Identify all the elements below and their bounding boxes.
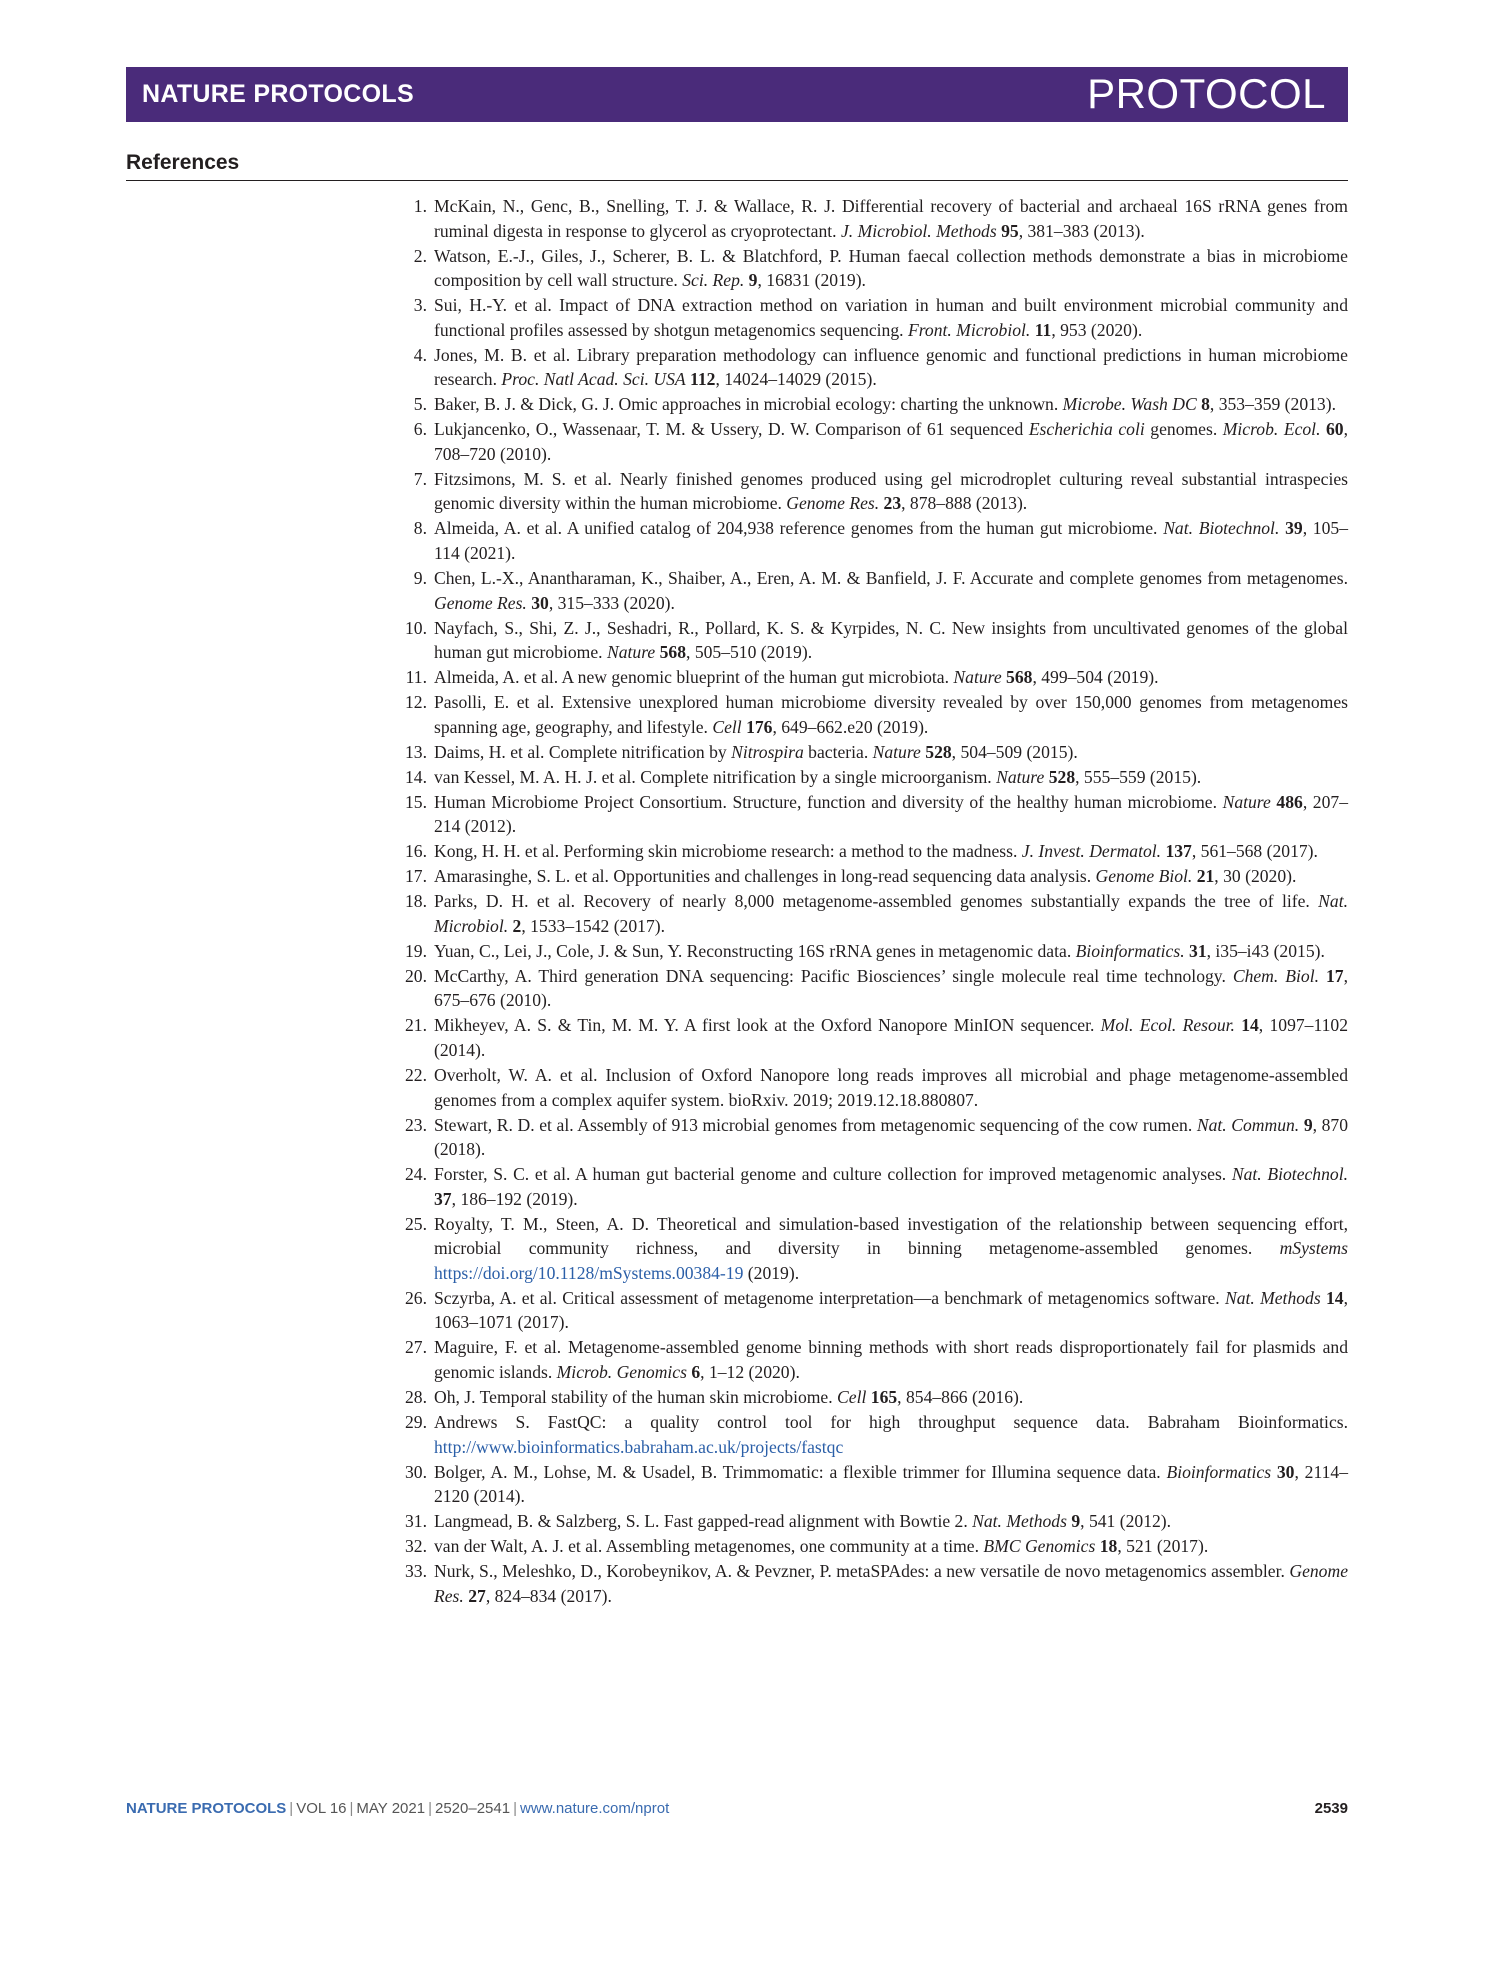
reference-item — [399, 690, 1348, 739]
reference-text — [434, 765, 1348, 790]
reference-volume: 137 — [1165, 841, 1192, 862]
reference-number: 11. — [405, 667, 427, 688]
reference-item — [399, 765, 1348, 790]
reference-volume: 18 — [1099, 1536, 1118, 1557]
reference-text-run: Kong, H. H. et al. Performing skin microbiome research: a method to the madness. — [434, 841, 1022, 862]
reference-text — [434, 293, 1348, 342]
reference-volume: 30 — [1276, 1461, 1295, 1482]
reference-text-run: , 505–510 (2019). — [686, 642, 813, 663]
reference-text-run: Bolger, A. M., Lohse, M. & Usadel, B. Trimmomatic: a flexible trimmer for Illumina sequence data. — [434, 1461, 1167, 1482]
reference-number: 28. — [405, 1387, 427, 1408]
reference-text-run: , 353–359 (2013). — [1209, 394, 1336, 415]
footer-journal: NATURE PROTOCOLS — [126, 1800, 287, 1817]
reference-journal: Nat. Biotechnol. — [1231, 1164, 1348, 1185]
reference-text — [434, 964, 1348, 1013]
reference-volume: 8 — [1201, 394, 1210, 415]
reference-item — [399, 665, 1348, 690]
reference-text — [434, 1509, 1348, 1534]
reference-number: 33. — [405, 1561, 427, 1582]
reference-text-run: Nayfach, S., Shi, Z. J., Seshadri, R., Pollard, K. S. & Kyrpides, N. C. New insights from uncultivated genomes of the global human gut microbiome. — [434, 617, 1348, 663]
reference-volume: 17 — [1326, 965, 1344, 986]
reference-text-run: , 105–114 (2021). — [434, 518, 1348, 564]
reference-journal: Cell — [837, 1387, 867, 1408]
reference-text — [434, 1113, 1348, 1162]
reference-volume: 528 — [1048, 766, 1076, 787]
reference-volume: 486 — [1276, 791, 1303, 812]
reference-item — [399, 1013, 1348, 1062]
reference-journal: Nature — [606, 642, 656, 663]
reference-number: 15. — [405, 791, 427, 812]
reference-number: 29. — [405, 1412, 427, 1433]
reference-item — [399, 566, 1348, 615]
reference-text-run: , 186–192 (2019). — [451, 1188, 578, 1209]
reference-text-run: , 16831 (2019). — [757, 270, 866, 291]
reference-text-run: Andrews S. FastQC: a quality control tool for high throughput sequence data. Babraham Bioinformatics. — [434, 1412, 1348, 1433]
reference-number: 9. — [413, 568, 427, 589]
reference-text — [434, 566, 1348, 615]
reference-volume: 31 — [1189, 940, 1207, 961]
reference-volume: 37 — [434, 1188, 452, 1209]
reference-number: 5. — [413, 394, 427, 415]
reference-text-run: , 541 (2012). — [1080, 1511, 1172, 1532]
reference-item — [399, 740, 1348, 765]
reference-journal: Nat. Commun. — [1196, 1114, 1300, 1135]
reference-text-run: Lukjancenko, O., Wassenaar, T. M. & Ussery, D. W. Comparison of 61 sequenced — [434, 419, 1029, 440]
reference-number: 18. — [405, 891, 427, 912]
reference-item — [399, 194, 1348, 243]
reference-item — [399, 889, 1348, 938]
header-bar — [126, 67, 1348, 122]
reference-text-run: Yuan, C., Lei, J., Cole, J. & Sun, Y. Reconstructing 16S rRNA genes in metagenomic data. — [434, 940, 1076, 961]
reference-volume: 30 — [531, 592, 549, 613]
reference-text-run: , 878–888 (2013). — [901, 493, 1028, 514]
reference-number: 31. — [405, 1511, 427, 1532]
reference-text — [434, 1385, 1348, 1410]
reference-text-run: , 315–333 (2020). — [548, 592, 675, 613]
reference-text-run: , 499–504 (2019). — [1032, 667, 1159, 688]
reference-text — [434, 392, 1348, 417]
reference-volume: 9 — [1303, 1114, 1313, 1135]
reference-number: 24. — [405, 1164, 427, 1185]
reference-journal: Nature — [953, 667, 1002, 688]
reference-volume: 6 — [691, 1362, 701, 1383]
reference-text-run: , 521 (2017). — [1117, 1536, 1209, 1557]
footer-date: MAY 2021 — [356, 1800, 426, 1817]
reference-item — [399, 1162, 1348, 1211]
section-heading: References — [126, 151, 240, 174]
reference-number: 16. — [405, 841, 427, 862]
reference-item — [399, 244, 1348, 293]
reference-text-run: Baker, B. J. & Dick, G. J. Omic approaches in microbial ecology: charting the unknown. — [434, 394, 1063, 415]
reference-text — [434, 417, 1348, 466]
reference-number: 17. — [405, 866, 427, 887]
reference-item — [399, 293, 1348, 342]
reference-text — [434, 839, 1348, 864]
reference-text-run: , 953 (2020). — [1051, 319, 1143, 340]
reference-text — [434, 1559, 1348, 1608]
reference-text — [434, 1063, 1348, 1112]
reference-text-run: , 207–214 (2012). — [434, 791, 1348, 837]
reference-journal: Nat. Microbiol. — [434, 891, 1348, 936]
section-divider — [126, 180, 1348, 181]
reference-journal: Genome Res. — [786, 493, 880, 514]
reference-journal: Escherichia coli — [1028, 419, 1145, 440]
reference-text-run: , 1–12 (2020). — [700, 1362, 800, 1383]
reference-item — [399, 417, 1348, 466]
reference-text-run: , 1063–1071 (2017). — [434, 1287, 1348, 1333]
reference-text — [434, 889, 1348, 938]
reference-text — [434, 665, 1348, 690]
reference-text-run: Amarasinghe, S. L. et al. Opportunities and challenges in long-read sequencing data analysis. — [434, 866, 1096, 887]
reference-journal: J. Microbiol. Methods — [840, 220, 997, 241]
reference-list — [399, 194, 1348, 1609]
reference-text-run: Royalty, T. M., Steen, A. D. Theoretical and simulation-based investigation of the relationship between sequencing effort, microbial community richness, and diversity in binning metagenome-assembled genomes. — [434, 1213, 1348, 1259]
reference-text — [434, 467, 1348, 516]
reference-volume: 9 — [1071, 1511, 1081, 1532]
reference-journal: Nitrospira — [731, 741, 804, 762]
reference-volume: 39 — [1285, 518, 1303, 539]
reference-item — [399, 467, 1348, 516]
reference-text-run: Mikheyev, A. S. & Tin, M. M. Y. A first look at the Oxford Nanopore MinION sequencer. — [434, 1015, 1101, 1036]
reference-text — [434, 516, 1348, 565]
reference-text-run: Human Microbiome Project Consortium. Structure, function and diversity of the healthy human microbiome. — [434, 791, 1223, 812]
reference-journal: Sci. Rep. — [682, 270, 745, 291]
reference-text-run: , 824–834 (2017). — [485, 1585, 612, 1606]
reference-number: 7. — [413, 468, 427, 489]
reference-text — [434, 1162, 1348, 1211]
reference-text-run: , 870 (2018). — [434, 1114, 1349, 1160]
reference-text — [434, 1212, 1348, 1286]
reference-item — [399, 616, 1348, 665]
reference-volume: 165 — [870, 1387, 898, 1408]
reference-journal: Nature — [996, 766, 1045, 787]
reference-journal: BMC Genomics — [983, 1536, 1096, 1557]
reference-text-run: Chen, L.-X., Anantharaman, K., Shaiber, A., Eren, A. M. & Banfield, J. F. Accurate and complete genomes from metagenomes. — [434, 568, 1348, 589]
reference-journal: Nature — [1222, 791, 1271, 812]
reference-journal: Nat. Methods — [972, 1511, 1067, 1532]
reference-number: 19. — [405, 940, 427, 961]
reference-volume: 2 — [512, 915, 522, 936]
reference-item — [399, 1286, 1348, 1335]
reference-volume: 27 — [468, 1585, 486, 1606]
page-footer — [126, 1800, 1348, 1824]
reference-text-run: Watson, E.-J., Giles, J., Scherer, B. L. & Blatchford, P. Human faecal collection methods demonstrate a bias in microbiome composition by cell wall structure. — [434, 245, 1348, 291]
reference-text-run: , 649–662.e20 (2019). — [772, 716, 929, 737]
reference-text-run: , 1097–1102 (2014). — [434, 1015, 1348, 1060]
reference-number: 26. — [405, 1287, 427, 1308]
reference-text-run: Langmead, B. & Salzberg, S. L. Fast gapped-read alignment with Bowtie 2. — [434, 1511, 973, 1532]
reference-number: 12. — [405, 692, 427, 713]
article-type: PROTOCOL — [1087, 70, 1326, 117]
reference-text-run: Sui, H.-Y. et al. Impact of DNA extraction method on variation in human and built environment microbial community and functional profiles assessed by shotgun metagenomics sequencing. — [434, 295, 1348, 340]
reference-journal: Proc. Natl Acad. Sci. USA — [501, 369, 686, 390]
reference-text-run: , 555–559 (2015). — [1075, 766, 1202, 787]
reference-journal: Nat. Methods — [1224, 1287, 1321, 1308]
reference-text-run: Daims, H. et al. Complete nitrification by — [434, 741, 732, 762]
reference-link[interactable]: http://www.bioinformatics.babraham.ac.uk/projects/fastqc — [434, 1436, 844, 1457]
reference-number: 25. — [405, 1213, 427, 1234]
reference-number: 23. — [405, 1114, 427, 1135]
reference-journal: Microbe. Wash DC — [1062, 394, 1197, 415]
reference-journal: Genome Res. — [434, 592, 527, 613]
reference-item — [399, 343, 1348, 392]
reference-number: 27. — [405, 1337, 427, 1358]
reference-text — [434, 1534, 1348, 1559]
reference-text-run: , 708–720 (2010). — [434, 419, 1348, 464]
reference-text-run: Fitzsimons, M. S. et al. Nearly finished genomes produced using gel microdroplet culturing reveal substantial intraspecies genomic diversity within the human microbiome. — [434, 468, 1348, 514]
reference-item — [399, 964, 1348, 1013]
reference-text-run: Almeida, A. et al. A unified catalog of 204,938 reference genomes from the human gut microbiome. — [434, 518, 1164, 539]
footer-url-link[interactable]: www.nature.com/nprot — [520, 1800, 670, 1817]
reference-number: 1. — [413, 196, 427, 216]
reference-volume: 11 — [1034, 319, 1052, 340]
reference-text-run: , 504–509 (2015). — [951, 741, 1078, 762]
reference-item — [399, 1559, 1348, 1608]
reference-text-run: McCarthy, A. Third generation DNA sequencing: Pacific Biosciences’ single molecule real time technology. — [434, 965, 1233, 986]
reference-text — [434, 194, 1348, 243]
reference-number: 10. — [405, 617, 427, 638]
reference-text-run: Oh, J. Temporal stability of the human skin microbiome. — [434, 1387, 838, 1408]
reference-journal: Genome Res. — [434, 1561, 1348, 1606]
reference-volume: 568 — [659, 642, 687, 663]
reference-link[interactable]: https://doi.org/10.1128/mSystems.00384-19 — [434, 1262, 744, 1283]
reference-text-run: Parks, D. H. et al. Recovery of nearly 8,000 metagenome-assembled genomes substantially expands the tree of life. — [434, 891, 1319, 912]
reference-number: 32. — [405, 1536, 427, 1557]
reference-text-run: , 14024–14029 (2015). — [715, 369, 877, 390]
reference-text-run: Maguire, F. et al. Metagenome-assembled genome binning methods with short reads disproportionately fail for plasmids and genomic islands. — [434, 1337, 1348, 1383]
reference-volume: 112 — [690, 369, 716, 390]
reference-text — [434, 1410, 1348, 1459]
reference-number: 13. — [405, 741, 427, 762]
reference-journal: Chem. Biol. — [1232, 965, 1319, 986]
reference-text-run: , 561–568 (2017). — [1191, 841, 1318, 862]
reference-text-run: Overholt, W. A. et al. Inclusion of Oxford Nanopore long reads improves all microbial and phage metagenome-assembled genomes from a complex aquifer system. bioRxiv. 2019; 2019.12.18.880807. — [434, 1064, 1348, 1110]
reference-text — [434, 244, 1348, 293]
reference-text-run: genomes. — [1144, 419, 1223, 440]
reference-text-run: van Kessel, M. A. H. J. et al. Complete nitrification by a single microorganism. — [434, 766, 997, 787]
reference-item — [399, 839, 1348, 864]
reference-text-run: McKain, N., Genc, B., Snelling, T. J. & Wallace, R. J. Differential recovery of bacterial and archaeal 16S rRNA genes from ruminal digesta in response to glycerol as cryoprotectant. — [434, 196, 1348, 241]
reference-number: 20. — [405, 965, 427, 986]
reference-text — [434, 1335, 1348, 1384]
reference-text-run: Stewart, R. D. et al. Assembly of 913 microbial genomes from metagenomic sequencing of the cow rumen. — [434, 1114, 1197, 1135]
reference-text-run: van der Walt, A. J. et al. Assembling metagenomes, one community at a time. — [434, 1536, 984, 1557]
reference-journal: Microb. Ecol. — [1222, 419, 1321, 440]
journal-name: NATURE PROTOCOLS — [142, 80, 414, 108]
reference-text-run: bacteria. — [803, 741, 873, 762]
reference-text — [434, 1286, 1348, 1335]
reference-item — [399, 1410, 1348, 1459]
reference-text-run: , 1533–1542 (2017). — [521, 915, 665, 936]
reference-item — [399, 1335, 1348, 1384]
reference-number: 4. — [413, 344, 427, 365]
reference-volume: 9 — [748, 270, 758, 291]
reference-text-run: (2019). — [743, 1262, 800, 1283]
reference-item — [399, 864, 1348, 889]
reference-volume: 23 — [883, 493, 902, 514]
reference-item — [399, 1460, 1348, 1509]
reference-journal: Nat. Biotechnol. — [1163, 518, 1280, 539]
reference-item — [399, 790, 1348, 839]
reference-journal: mSystems — [1279, 1238, 1348, 1259]
reference-volume: 176 — [746, 716, 773, 737]
reference-text-run: Almeida, A. et al. A new genomic blueprint of the human gut microbiota. — [434, 667, 954, 688]
reference-item — [399, 1113, 1348, 1162]
reference-journal: Genome Biol. — [1095, 866, 1193, 887]
reference-text-run: , 2114–2120 (2014). — [434, 1461, 1348, 1507]
reference-text — [434, 1460, 1348, 1509]
reference-journal: Bioinformatics — [1166, 1461, 1272, 1482]
reference-text — [434, 790, 1348, 839]
reference-text — [434, 343, 1348, 392]
reference-number: 30. — [405, 1461, 427, 1482]
reference-text — [434, 864, 1348, 889]
reference-text — [434, 740, 1348, 765]
reference-item — [399, 516, 1348, 565]
reference-volume: 568 — [1006, 667, 1033, 688]
reference-journal: Nature — [872, 741, 921, 762]
page-number: 2539 — [1314, 1800, 1348, 1817]
reference-journal: Mol. Ecol. Resour. — [1100, 1015, 1235, 1036]
reference-text-run: , 30 (2020). — [1214, 866, 1297, 887]
reference-text-run: Jones, M. B. et al. Library preparation methodology can influence genomic and functional predictions in human microbiome research. — [434, 344, 1348, 390]
reference-volume: 21 — [1196, 866, 1215, 887]
reference-volume: 60 — [1326, 419, 1344, 440]
reference-text — [434, 690, 1348, 739]
reference-volume: 528 — [925, 741, 952, 762]
reference-text-run: Nurk, S., Meleshko, D., Korobeynikov, A. & Pevzner, P. metaSPAdes: a new versatile de novo metagenomics assembler. — [434, 1561, 1290, 1582]
reference-item — [399, 1063, 1348, 1112]
reference-journal: Microb. Genomics — [556, 1362, 687, 1383]
reference-text-run: Pasolli, E. et al. Extensive unexplored human microbiome diversity revealed by over 150,000 genomes from metagenomes spanning age, geography, and lifestyle. — [434, 692, 1348, 737]
footer-pages: 2520–2541 — [435, 1800, 511, 1817]
reference-volume: 14 — [1241, 1015, 1259, 1036]
reference-text-run — [1319, 966, 1326, 986]
reference-volume: 14 — [1326, 1287, 1344, 1308]
reference-item — [399, 1212, 1348, 1286]
reference-text — [434, 1013, 1348, 1062]
reference-item — [399, 1534, 1348, 1559]
reference-item — [399, 939, 1348, 964]
reference-number: 3. — [413, 295, 427, 316]
reference-journal: J. Invest. Dermatol. — [1021, 841, 1162, 862]
reference-number: 14. — [405, 766, 427, 787]
reference-text-run: , i35–i43 (2015). — [1206, 940, 1325, 961]
reference-journal: Bioinformatics. — [1075, 940, 1185, 961]
reference-number: 21. — [405, 1015, 427, 1036]
reference-text-run: , 381–383 (2013). — [1018, 220, 1145, 241]
footer-volume: VOL 16 — [296, 1800, 347, 1817]
reference-text — [434, 939, 1348, 964]
footer-citation: NATURE PROTOCOLS | VOL 16 | MAY 2021 | 2520–2541 | www.nature.com/nprot — [126, 1800, 670, 1817]
reference-journal: Front. Microbiol. — [907, 319, 1031, 340]
reference-item — [399, 1509, 1348, 1534]
reference-journal: Cell — [712, 716, 742, 737]
reference-text-run: Sczyrba, A. et al. Critical assessment of metagenome interpretation—a benchmark of metagenomics software. — [434, 1287, 1225, 1308]
reference-text-run: Forster, S. C. et al. A human gut bacterial genome and culture collection for improved metagenomic analyses. — [434, 1164, 1232, 1185]
reference-volume: 95 — [1001, 220, 1019, 241]
reference-number: 22. — [405, 1064, 427, 1085]
reference-number: 6. — [413, 419, 427, 440]
reference-text-run: , 675–676 (2010). — [434, 965, 1348, 1011]
reference-item — [399, 1385, 1348, 1410]
reference-number: 8. — [413, 518, 427, 539]
reference-item — [399, 392, 1348, 417]
reference-number: 2. — [413, 245, 427, 266]
reference-text — [434, 616, 1348, 665]
reference-text-run: , 854–866 (2016). — [897, 1387, 1024, 1408]
